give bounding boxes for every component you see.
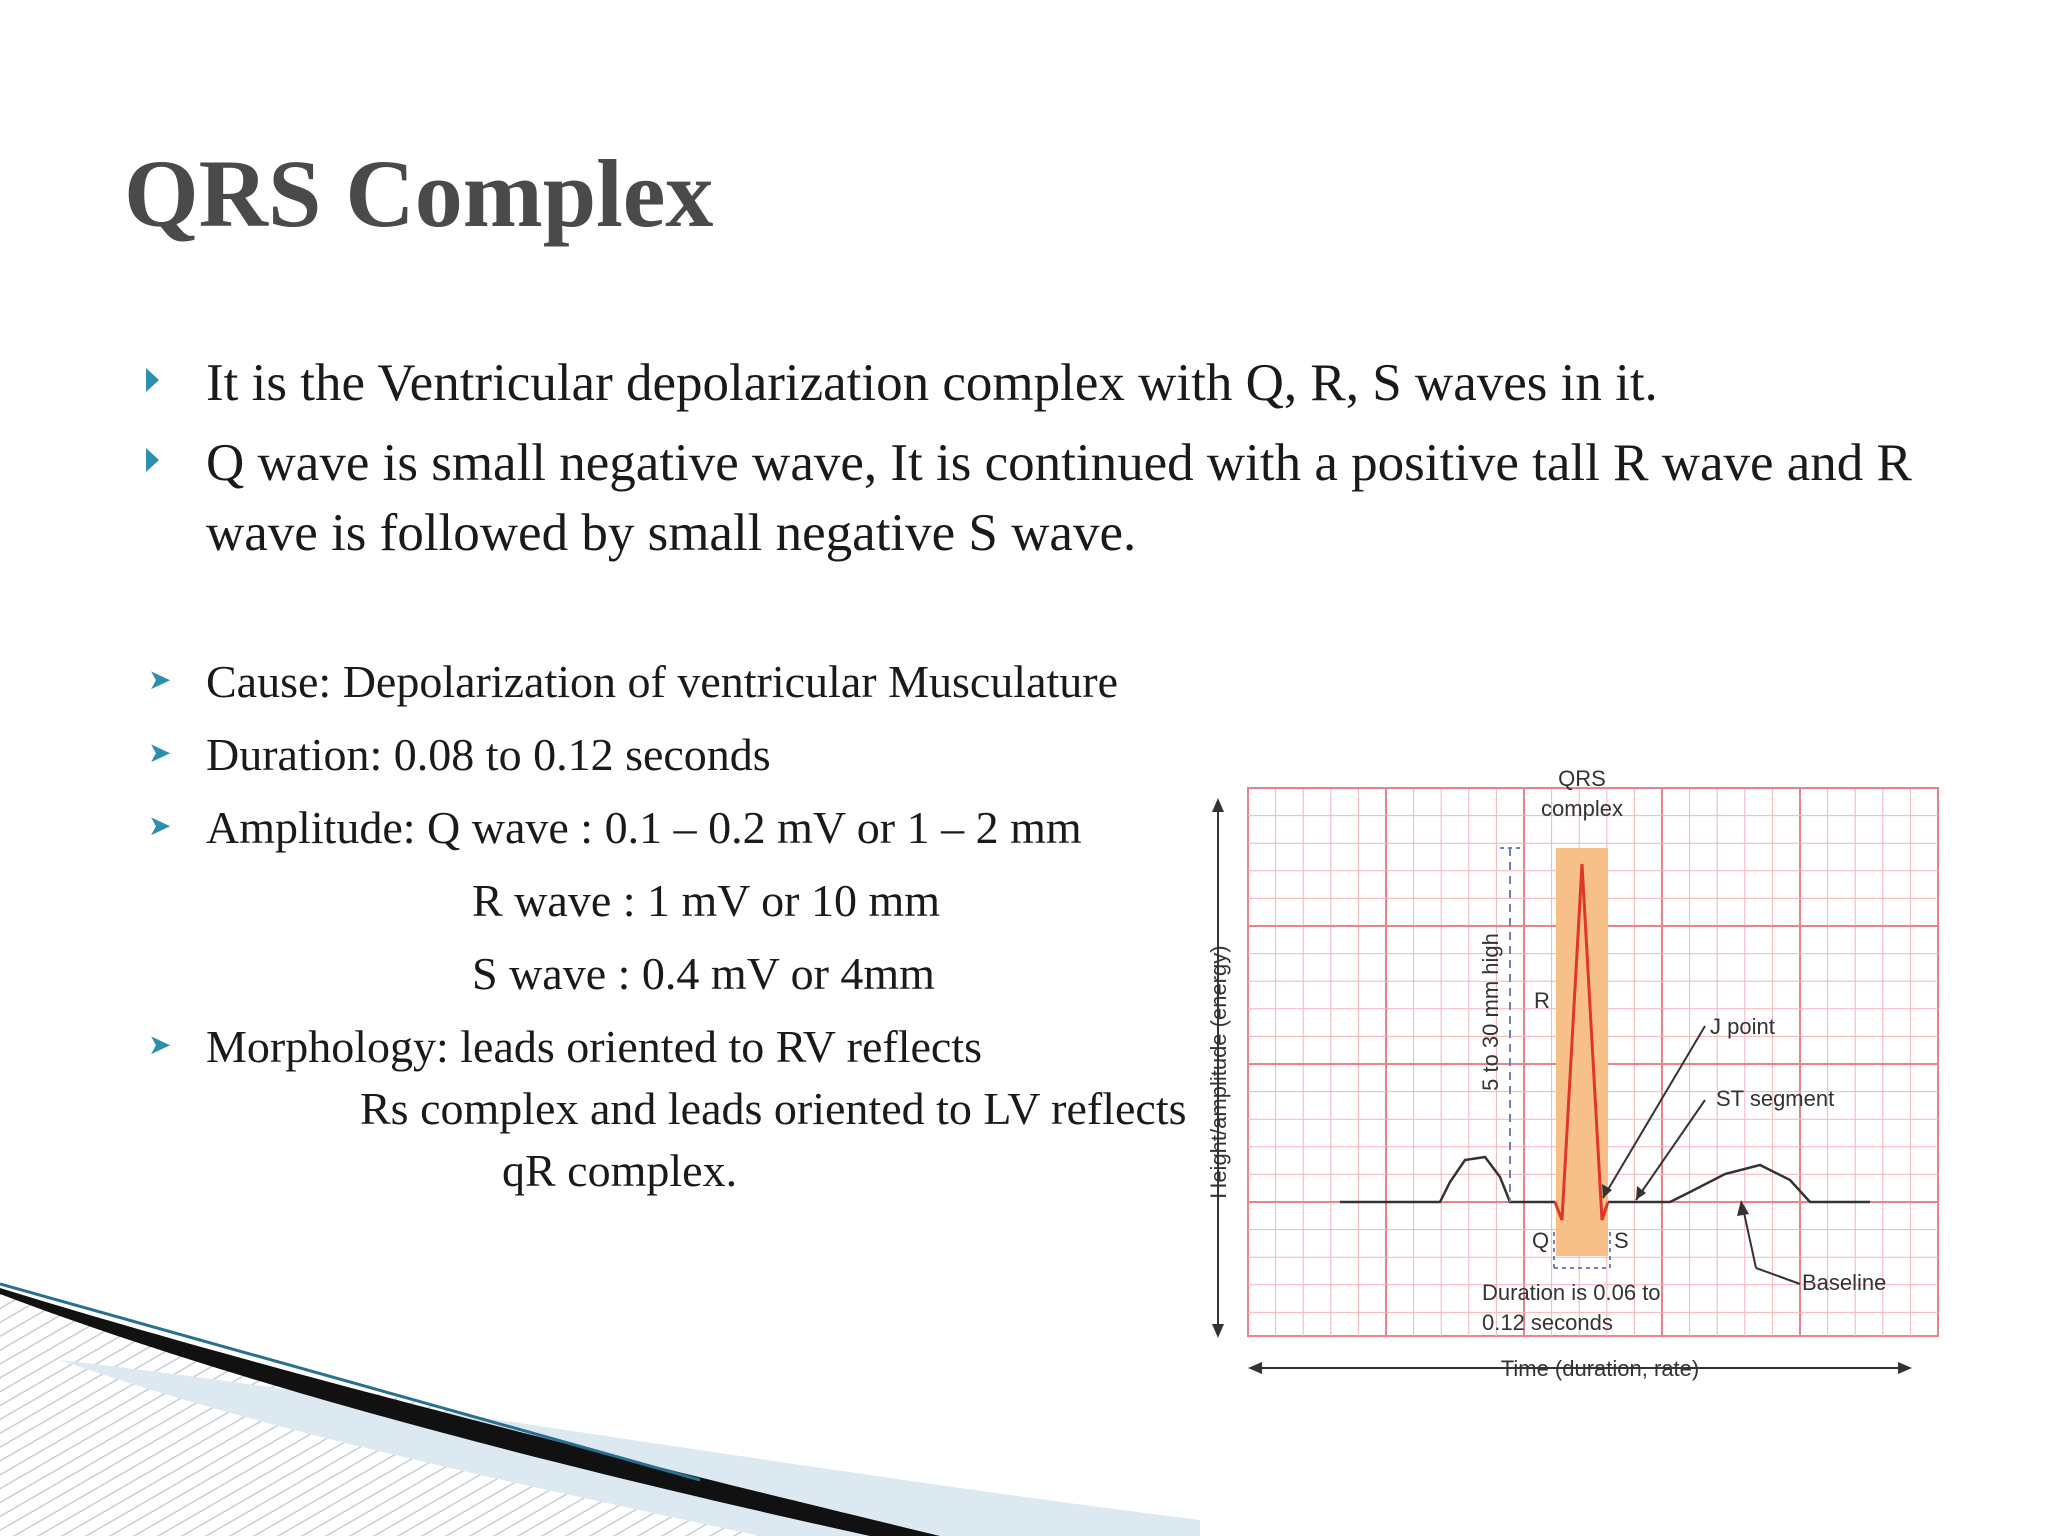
detail-duration <box>148 728 771 781</box>
qrs-ecg-diagram <box>1206 766 1950 1412</box>
x-axis-label: Time (duration, rate) <box>1500 1356 1700 1381</box>
detail-duration-text: Duration: 0.08 to 0.12 seconds <box>206 729 771 780</box>
detail-amplitude-s: S wave : 0.4 mV or 4mm <box>472 948 935 999</box>
bullet-item-2 <box>206 428 1966 568</box>
y-axis-arrowhead-down <box>1212 1324 1224 1338</box>
arrow-bullet-icon: ➤ <box>148 736 172 769</box>
arrow-bullet-icon: ➤ <box>148 1028 172 1061</box>
detail-cause-text: Cause: Depolarization of ventricular Musculature <box>206 656 1119 707</box>
x-axis-arrowhead-left <box>1248 1362 1262 1374</box>
height-range-label: 5 to 30 mm high <box>1478 933 1503 1091</box>
arrow-bullet-icon: ➤ <box>148 663 172 696</box>
q-label: Q <box>1532 1228 1550 1253</box>
j-point-label: J point <box>1710 1014 1775 1039</box>
y-axis-label: Height/amplitude (energy) <box>1206 945 1231 1199</box>
duration-label-line-2: 0.12 seconds <box>1482 1310 1613 1335</box>
detail-morphology-line-2: Rs complex and leads oriented to LV reflects <box>360 1083 1187 1134</box>
detail-morphology <box>148 1020 983 1073</box>
decorative-corner-swoosh <box>0 1280 1200 1536</box>
arrow-bullet-icon: ➤ <box>148 809 172 842</box>
bullet-text-1: It is the Ventricular depolarization complex with Q, R, S waves in it. <box>206 354 1658 412</box>
st-segment-label: ST segment <box>1716 1086 1835 1111</box>
duration-label-line-1: Duration is 0.06 to <box>1482 1280 1661 1305</box>
detail-cause <box>148 655 1119 708</box>
qrs-label-line-2: complex <box>1541 796 1623 821</box>
slide-title: QRS Complex <box>124 140 714 247</box>
detail-amplitude <box>148 801 1082 854</box>
y-axis-arrowhead-up <box>1212 798 1224 812</box>
bullet-item-1 <box>206 348 1966 418</box>
qrs-label-line-1: QRS <box>1558 766 1606 791</box>
detail-morphology-text: Morphology: leads oriented to RV reflects <box>206 1021 983 1072</box>
triangle-bullet-icon <box>146 368 159 392</box>
x-axis-arrowhead-right <box>1898 1362 1912 1374</box>
detail-amplitude-text: Amplitude: Q wave : 0.1 – 0.2 mV or 1 – 2 mm <box>206 802 1082 853</box>
detail-amplitude-r: R wave : 1 mV or 10 mm <box>472 875 941 926</box>
bullet-text-2: Q wave is small negative wave, It is continued with a positive tall R wave and R wave is followed by small negative S wave. <box>206 434 1912 562</box>
baseline-label: Baseline <box>1802 1270 1887 1295</box>
triangle-bullet-icon <box>146 448 159 472</box>
detail-morphology-line-3: qR complex. <box>502 1145 738 1196</box>
s-label: S <box>1614 1228 1629 1253</box>
r-label: R <box>1534 988 1550 1013</box>
